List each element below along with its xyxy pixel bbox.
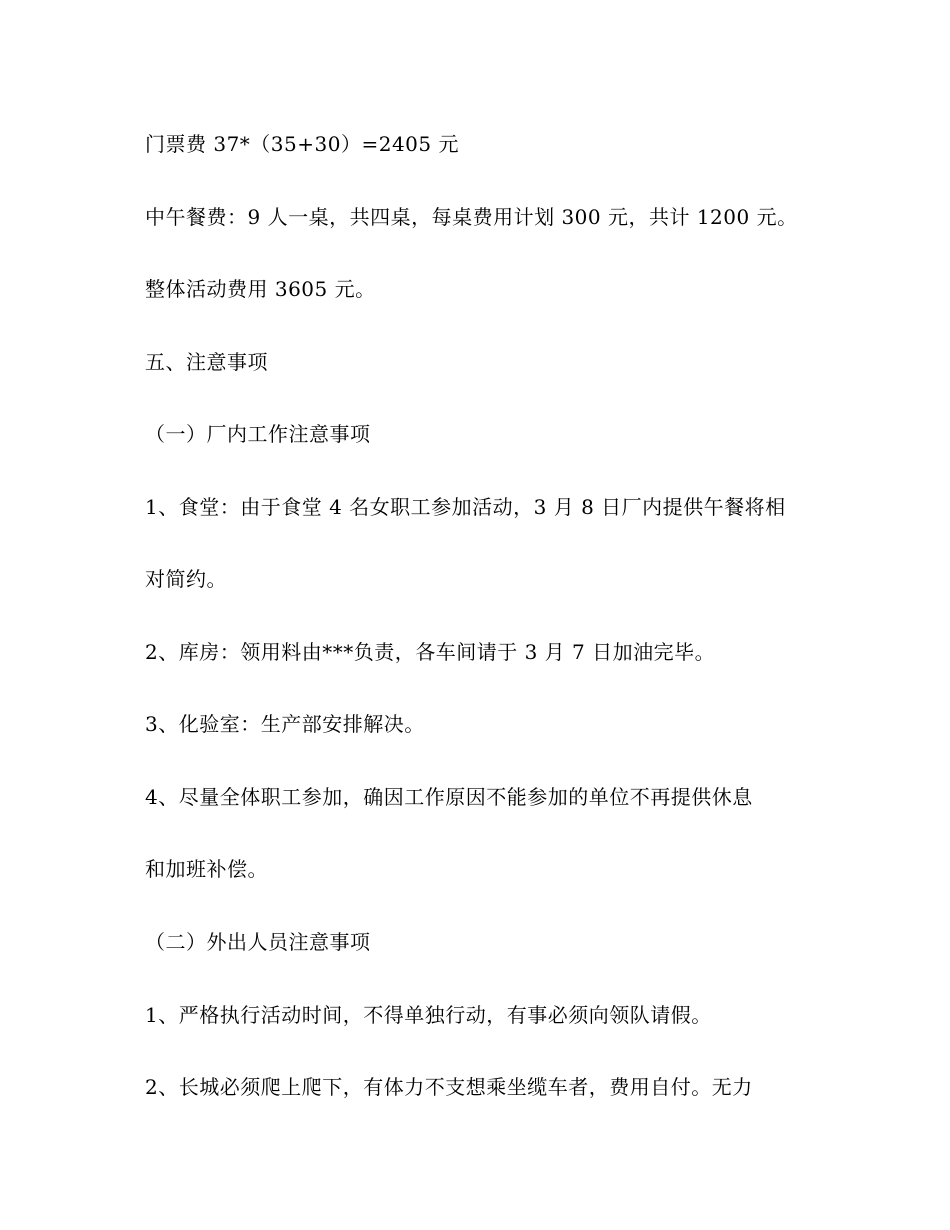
ticket-fee-line: 门票费 37*（35+30）=2405 元 bbox=[145, 132, 459, 156]
list-item-canteen-continued: 对简约。 bbox=[145, 567, 227, 591]
total-cost-line: 整体活动费用 3605 元。 bbox=[145, 277, 376, 301]
list-item-great-wall: 2、长城必须爬上爬下，有体力不支想乘坐缆车者，费用自付。无力 bbox=[145, 1075, 753, 1099]
list-item-warehouse: 2、库房：领用料由***负责，各车间请于 3 月 7 日加油完毕。 bbox=[145, 640, 716, 664]
subsection-heading-factory: （一）厂内工作注意事项 bbox=[145, 422, 371, 446]
lunch-fee-line: 中午餐费：9 人一桌，共四桌，每桌费用计划 300 元，共计 1200 元。 bbox=[145, 205, 798, 229]
list-item-canteen: 1、食堂：由于食堂 4 名女职工参加活动，3 月 8 日厂内提供午餐将相 bbox=[145, 495, 786, 519]
list-item-attendance-continued: 和加班补偿。 bbox=[145, 857, 268, 881]
list-item-schedule: 1、严格执行活动时间，不得单独行动，有事必须向领队请假。 bbox=[145, 1003, 712, 1027]
subsection-heading-outing: （二）外出人员注意事项 bbox=[145, 930, 371, 954]
list-item-attendance: 4、尽量全体职工参加，确因工作原因不能参加的单位不再提供休息 bbox=[145, 785, 753, 809]
section-heading-notes: 五、注意事项 bbox=[145, 350, 268, 374]
list-item-lab: 3、化验室：生产部安排解决。 bbox=[145, 712, 425, 736]
